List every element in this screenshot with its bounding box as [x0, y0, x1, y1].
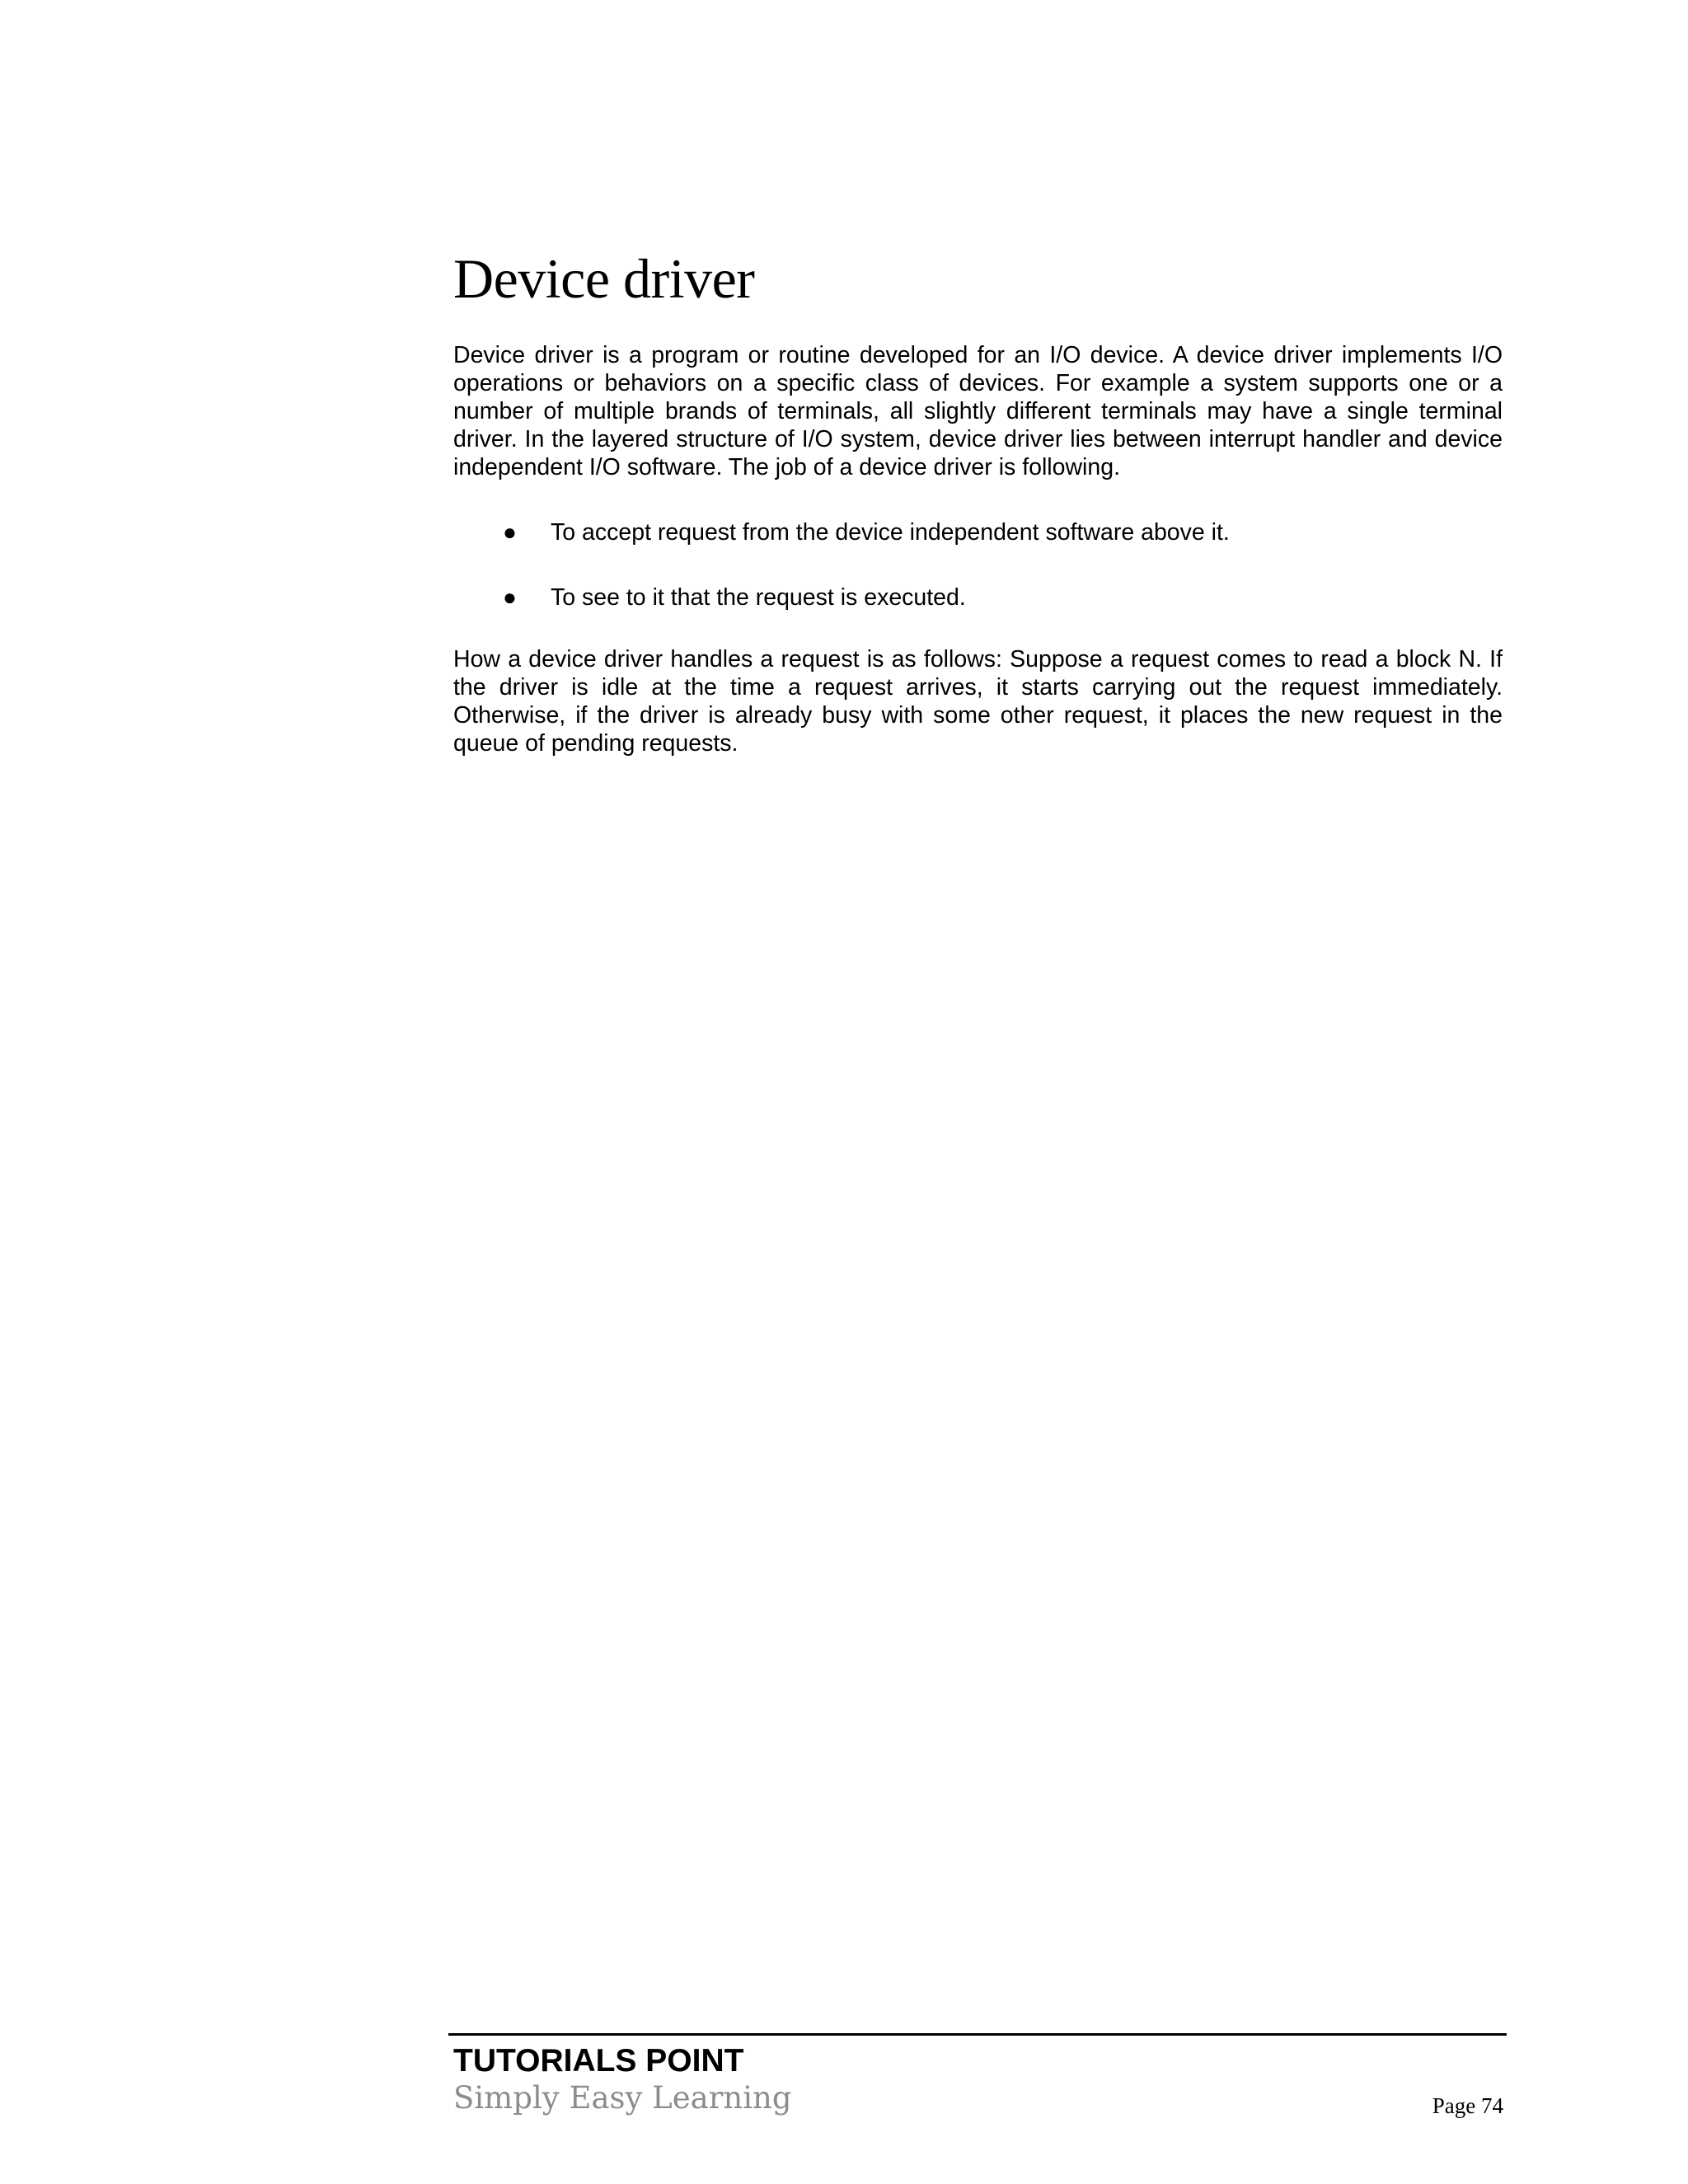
bullet-list — [453, 518, 1503, 612]
bullet-icon: ● — [503, 584, 517, 610]
outro-paragraph: How a device driver handles a request is as follows: Suppose a request comes to read a block N. If the driver is idle at the time a request arrives, it starts carrying out the request immediately. Otherwise, if the driver is already busy with some other request, it places the new request in the queue of pending requests. — [453, 646, 1503, 757]
list-item — [453, 583, 1503, 612]
list-item-text: To accept request from the device independent software above it. — [551, 519, 1230, 546]
page-number: Page 74 — [1432, 2093, 1503, 2118]
document-body — [453, 341, 1503, 757]
footer-tagline: Simply Easy Learning — [453, 2080, 792, 2116]
list-item — [453, 518, 1503, 546]
footer-brand: TUTORIALS POINT — [453, 2043, 744, 2079]
bullet-icon: ● — [503, 519, 517, 545]
intro-paragraph: Device driver is a program or routine developed for an I/O device. A device driver implements I/O operations or behaviors on a specific class of devices. For example a system supports one or a number of multiple brands of terminals, all slightly different terminals may have a single terminal driver. In the layered structure of I/O system, device driver lies between interrupt handler and device independent I/O software. The job of a device driver is following. — [453, 342, 1503, 480]
list-item-text: To see to it that the request is executed. — [551, 584, 966, 611]
footer-divider — [448, 2033, 1507, 2036]
page-title: Device driver — [453, 247, 755, 310]
